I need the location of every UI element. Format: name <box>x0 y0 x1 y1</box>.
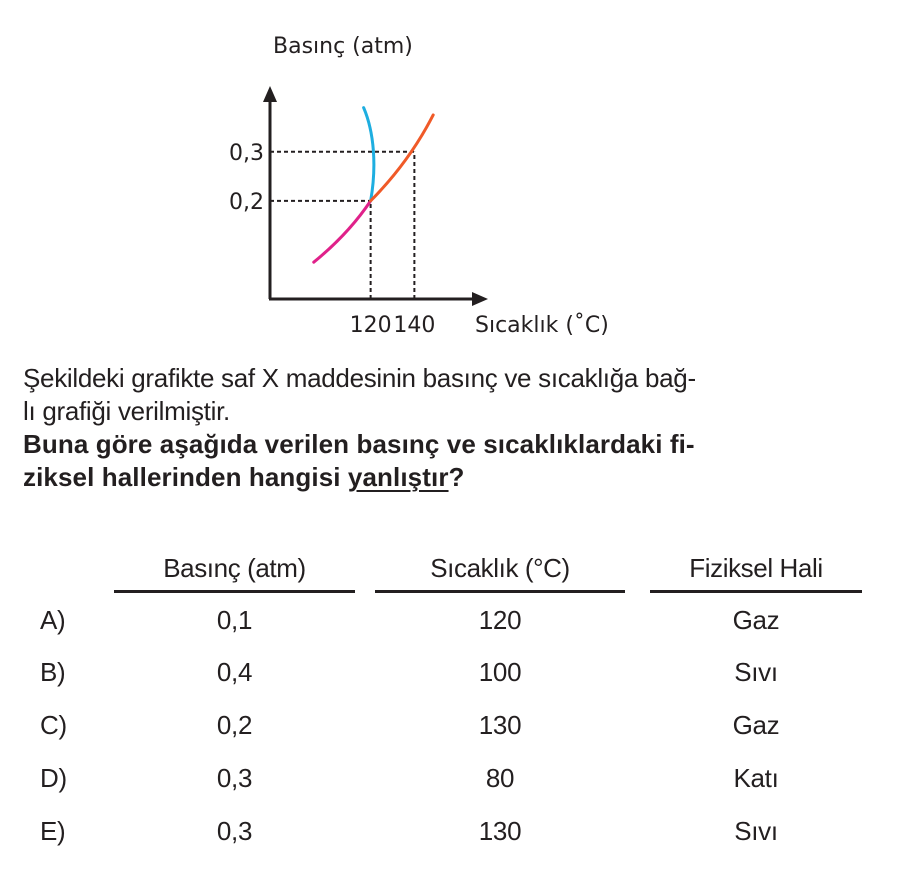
option-pressure: 0,3 <box>216 816 253 846</box>
y-tick-label: 0,3 <box>229 140 264 166</box>
option-letter: D) <box>40 763 67 793</box>
table-header-state: Fiziksel Hali <box>689 553 823 583</box>
question-text-line-1: Şekildeki grafikte saf X maddesinin basınç ve sıcaklığa bağ- <box>23 363 696 393</box>
reference-lines <box>270 152 414 299</box>
header-underline-pressure <box>114 590 355 593</box>
option-pressure: 0,3 <box>216 763 253 793</box>
header-underline-state <box>650 590 862 593</box>
question-prompt-line-2 <box>23 461 903 494</box>
table-header-pressure: Basınç (atm) <box>163 553 306 583</box>
header-underline-temperature <box>375 590 625 593</box>
x-tick-label: 140 <box>393 313 436 338</box>
melting-curve <box>364 108 374 201</box>
phase-diagram-chart <box>0 0 921 350</box>
option-temperature: 120 <box>478 605 522 635</box>
y-axis-arrow-icon <box>263 86 277 102</box>
option-letter: B) <box>40 657 66 687</box>
x-tick-label: 120 <box>349 313 392 338</box>
prompt-question-mark: ? <box>448 462 465 492</box>
boiling-curve <box>371 115 434 201</box>
option-state: Gaz <box>732 710 780 740</box>
answer-option-b[interactable] <box>0 657 921 697</box>
option-temperature: 130 <box>478 710 522 740</box>
x-axis-arrow-icon <box>472 292 488 306</box>
option-state: Gaz <box>732 605 780 635</box>
question-prompt-line-1: Buna göre aşağıda verilen basınç ve sıcaklıklardaki fi- <box>23 429 695 459</box>
y-axis-label: Basınç (atm) <box>273 34 413 59</box>
option-temperature: 80 <box>485 763 515 793</box>
sublimation-curve <box>314 201 371 262</box>
option-pressure: 0,1 <box>216 605 253 635</box>
x-tick-labels <box>350 313 436 338</box>
prompt-emphasis: yanlıştır <box>347 462 449 492</box>
option-letter: A) <box>40 605 66 635</box>
y-tick-labels <box>229 141 264 215</box>
option-temperature: 100 <box>478 657 522 687</box>
option-pressure: 0,4 <box>216 657 253 687</box>
option-letter: C) <box>40 710 67 740</box>
answer-option-c[interactable] <box>0 710 921 750</box>
option-state: Sıvı <box>734 657 778 687</box>
answer-option-d[interactable] <box>0 763 921 803</box>
y-tick-label: 0,2 <box>229 189 264 215</box>
answer-option-a[interactable] <box>0 605 921 645</box>
option-state: Katı <box>733 763 779 793</box>
table-header-temperature: Sıcaklık (°C) <box>430 553 570 583</box>
option-temperature: 130 <box>478 816 522 846</box>
option-pressure: 0,2 <box>216 710 253 740</box>
option-state: Sıvı <box>734 816 778 846</box>
option-letter: E) <box>40 816 66 846</box>
answer-option-e[interactable] <box>0 816 921 856</box>
question-prompt <box>23 428 903 494</box>
question-text-line-2: lı grafiği verilmiştir. <box>23 396 230 426</box>
prompt-text: ziksel hallerinden hangisi <box>23 462 348 492</box>
x-axis-label: Sıcaklık (˚C) <box>475 313 609 338</box>
question-text <box>23 362 903 428</box>
